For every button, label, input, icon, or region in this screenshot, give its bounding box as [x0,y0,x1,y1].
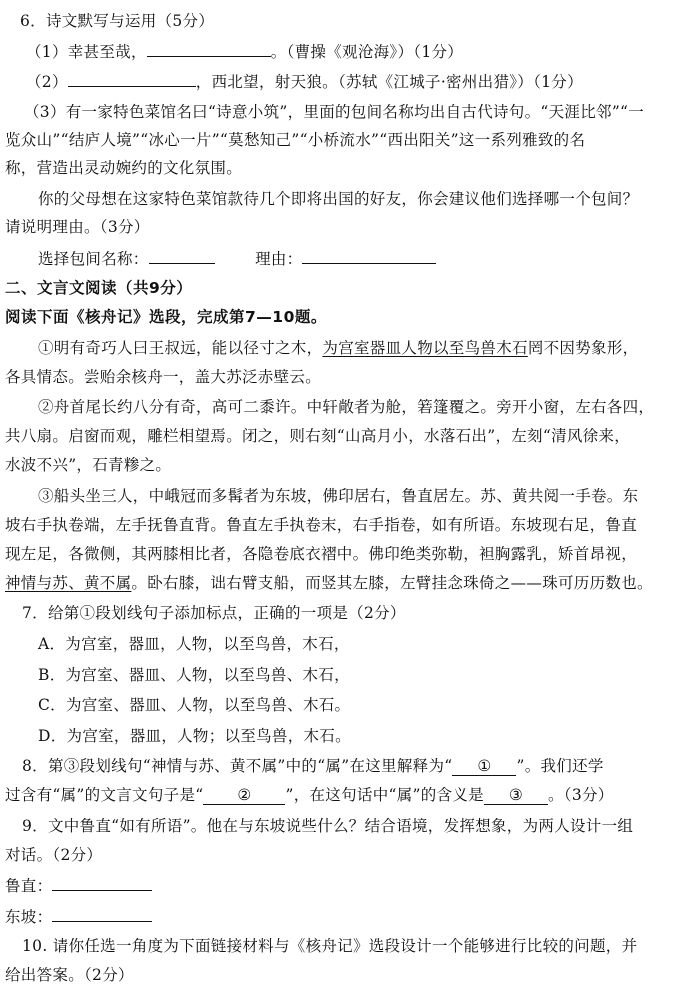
q7-option-d[interactable]: D．为宫室，器皿，人物；以至鸟兽，木石。 [38,727,351,745]
q8-line: 8．第③段划线句“神情与苏、黄不属”中的“属”在这里解释为“ ① ”。我们还学 [22,757,604,775]
passage-line: 各具情态。尝贻余核舟一，盖大苏泛赤壁云。 [5,368,322,386]
luzhi-label: 鲁直： [5,877,53,895]
q10-line: 10. 请你任选一角度为下面链接材料与《核舟记》选段设计一个能够进行比较的问题，并 [22,937,638,955]
dongpo-label: 东坡： [5,908,53,926]
passage-line: ②舟首尾长约八分有奇，高可二黍许。中轩敞者为舱，箬篷覆之。旁开小窗，左右各四， [38,398,655,416]
q9-luzhi-row [5,874,152,897]
q7-option-a[interactable]: A．为宫室，器皿，人物，以至鸟兽，木石， [38,635,350,653]
q6-title: 6．诗文默写与运用（5分） [20,12,215,30]
section-title: 二、文言文阅读（共9分） [5,279,193,297]
reason-label: 理由： [255,250,303,268]
section-instruction: 阅读下面《核舟记》选段，完成第7—10题。 [5,308,327,326]
q7-option-c[interactable]: C．为宫室、器皿、人物，以至鸟兽、木石。 [38,696,351,714]
answer-blank[interactable] [147,40,271,57]
q6-part3-line: （3）有一家特色菜馆名曰“诗意小筑”，里面的包间名称均出自古代诗句。“天涯比邻”“一 [24,103,645,121]
q9-line: 9．文中鲁直“如有所语”。他在与东坡说些什么？结合语境，发挥想象，为两人设计一组 [22,817,634,835]
passage-line: 共八扇。启窗而观，雕栏相望焉。闭之，则右刻“山高月小，水落石出”，左刻“清风徐来， [5,427,631,445]
q9-line: 对话。（2分） [5,846,103,864]
q6-part3-line: 你的父母想在这家特色菜馆款待几个即将出国的好友，你会建议他们选择哪一个包间？ [38,190,639,208]
passage-line: 坡右手执卷端，左手抚鲁直背。鲁直左手执卷末，右手指卷，如有所语。东坡现右足，鲁直 [5,516,638,534]
answer-blank[interactable] [68,70,196,87]
answer-blank-2[interactable]: ② [203,786,285,805]
q8-line: 过含有“属”的文言文句子是“ ② ”，在这句话中“属”的含义是 ③ 。（3分） [5,786,614,804]
answer-blank-1[interactable]: ① [452,757,516,776]
reason-blank[interactable] [302,247,436,264]
q6-answer-row [38,247,436,270]
luzhi-blank[interactable] [52,874,152,891]
q6-part1: （1）幸甚至哉， 。（曹操《观沧海》）（1分） [26,40,463,63]
q6-part3-line: 览众山”“结庐人境”“冰心一片”“莫愁知己”“小桥流水”“西出阳关”这一系列雅致的名 [5,131,586,149]
passage-line: 现左足，各微侧，其两膝相比者，各隐卷底衣褶中。佛印绝类弥勒，袒胸露乳，矫首昂视， [5,545,638,563]
passage-line: ③船头坐三人，中峨冠而多髯者为东坡，佛印居右，鲁直居左。苏、黄共阅一手卷。东 [38,487,639,505]
q9-dongpo-row [5,905,152,928]
q6-part3-line: 称，营造出灵动婉约的文化氛围。 [5,159,243,177]
choose-label: 选择包间名称： [38,250,149,268]
q10-line: 给出答案。（2分） [5,966,134,984]
q6-part2: （2） ，西北望，射天狼。（苏轼《江城子·密州出猎》）（1分） [26,70,583,93]
q7-stem: 7．给第①段划线句子添加标点，正确的一项是（2分） [22,604,406,622]
passage-line: ①明有奇巧人曰王叔远，能以径寸之木，为宫室器皿人物以至鸟兽木石罔不因势象形， [38,339,639,357]
passage-line: 神情与苏、黄不属。卧右膝，诎右臂支船，而竖其左膝，左臂挂念珠倚之——珠可历历数也。 [5,574,653,592]
underlined-sentence-3: 神情与苏、黄不属 [5,574,132,592]
passage-line: 水波不兴”，石青糁之。 [5,456,172,474]
dongpo-blank[interactable] [52,905,152,922]
room-name-blank[interactable] [149,247,215,264]
q7-option-b[interactable]: B．为宫室、器皿、人物，以至鸟兽、木石， [38,666,350,684]
q6-part3-line: 请说明理由。（3分） [5,218,150,236]
answer-blank-3[interactable]: ③ [484,786,548,805]
underlined-sentence-1: 为宫室器皿人物以至鸟兽木石 [322,339,528,357]
